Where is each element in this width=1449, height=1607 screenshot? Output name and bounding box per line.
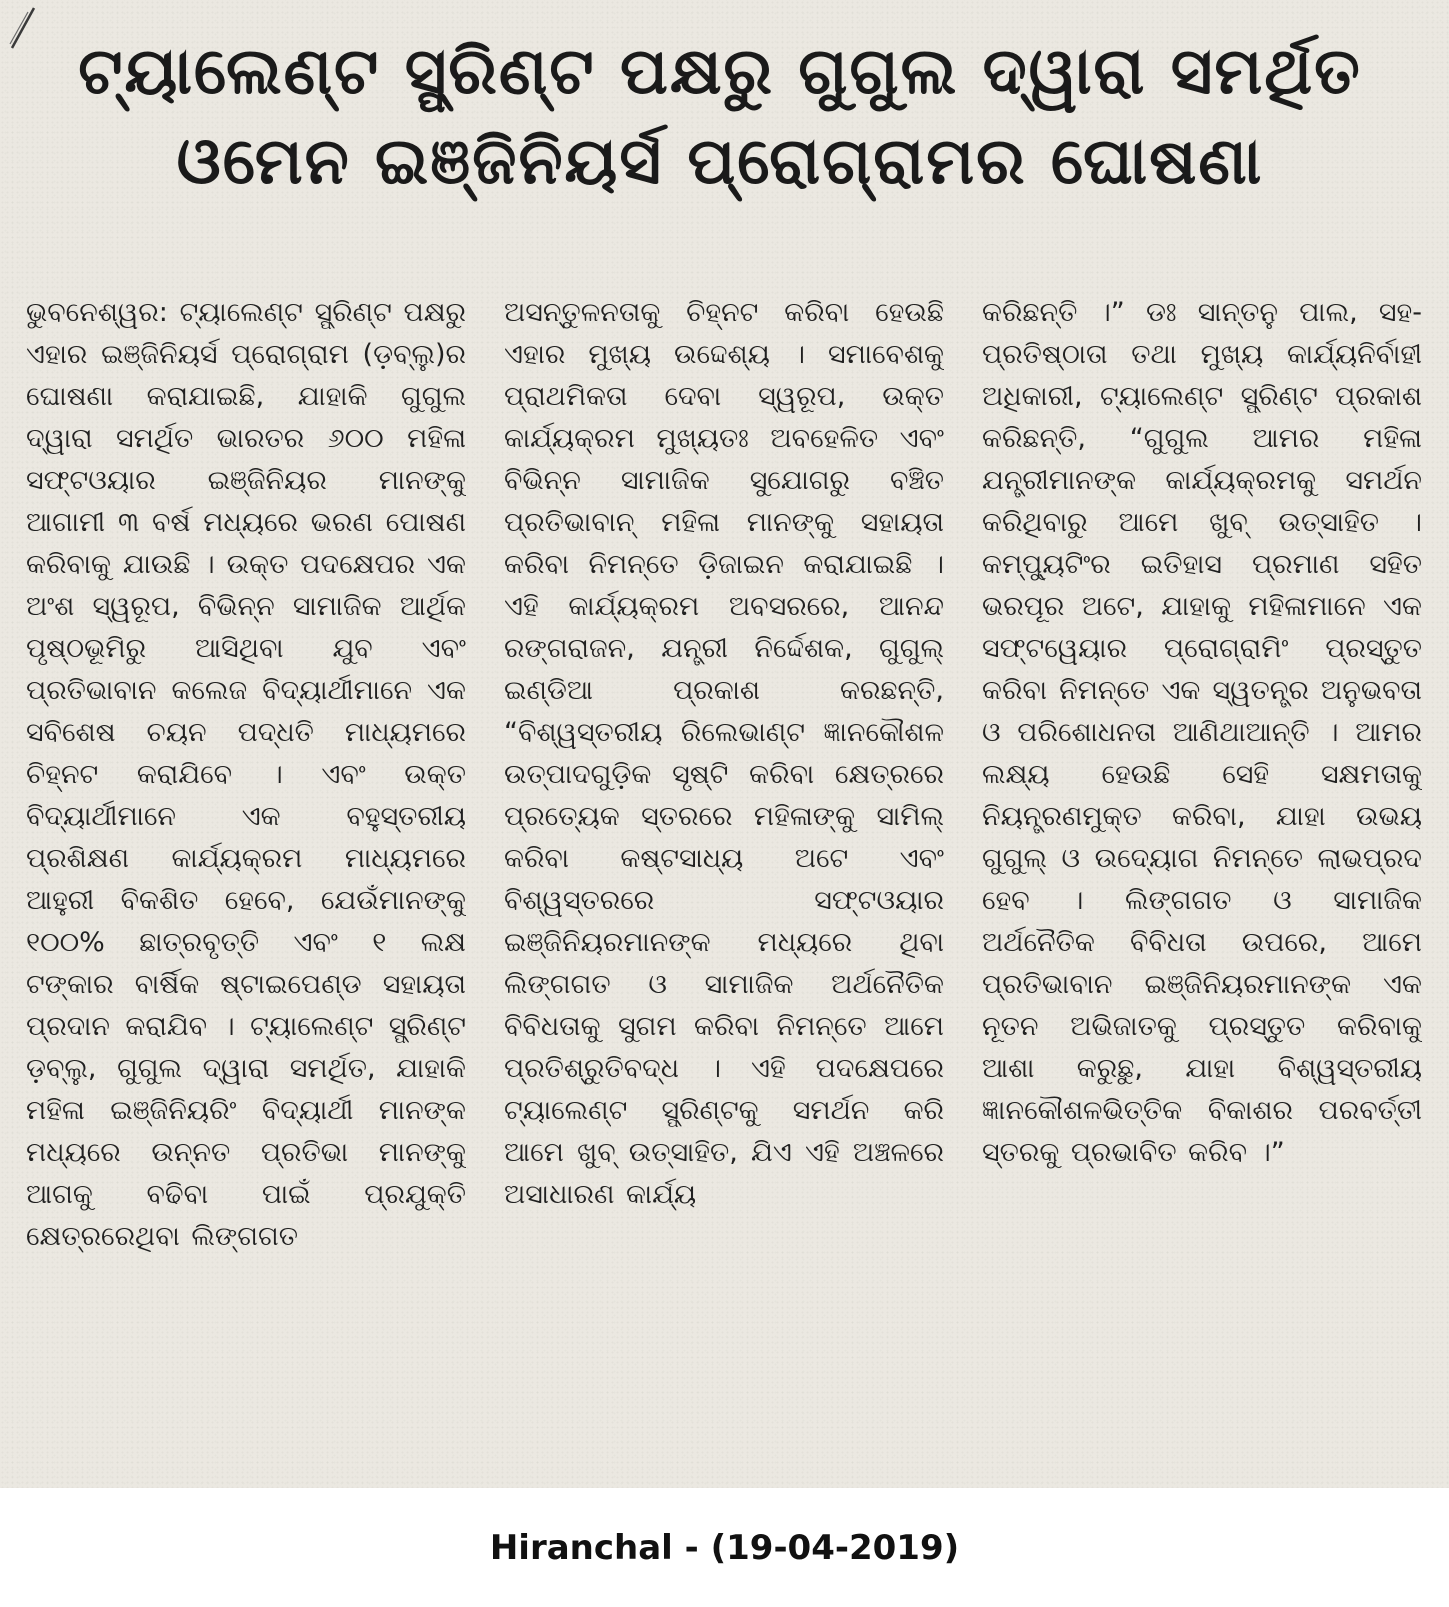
- article-body: [26, 292, 1422, 1476]
- headline-line-1: ଟ୍ୟାଲେଣ୍ଟ ସ୍ପ୍ରିଣ୍ଟ ପକ୍ଷରୁ ଗୁଗୁଲ ଦ୍ୱାରା ସମର୍ଥିତ: [78, 35, 1362, 109]
- headline-line-2: ଓମେନ ଇଞ୍ଜିନିୟର୍ସ ପ୍ରୋଗ୍ରାମର ଘୋଷଣା: [176, 125, 1264, 199]
- article-column-3: କରିଛନ୍ତି ।” ଡଃ ସାନ୍ତନୁ ପାଲ, ସହ-ପ୍ରତିଷ୍ଠାତା ତଥା ମୁଖ୍ୟ କାର୍ଯ୍ୟନିର୍ବାହୀ ଅଧିକାରୀ, ଟ୍ୟାଲେଣ୍ଟ ସ୍ପ୍ରିଣ୍ଟ ପ୍ରକାଶ କରିଛନ୍ତି, “ଗୁଗୁଲ ଆମର ମହିଳା ଯନ୍ତ୍ରୀମାନଙ୍କ କାର୍ଯ୍ୟକ୍ରମକୁ ସମର୍ଥନ କରିଥିବାରୁ ଆମେ ଖୁବ୍ ଉତ୍ସାହିତ । କମ୍ପ୍ୟୁଟିଂର ଇତିହାସ ପ୍ରମାଣ ସହିତ ଭରପୂର ଅଟେ, ଯାହାକୁ ମହିଳାମାନେ ଏକ ସଫ୍ଟୱେୟାର ପ୍ରୋଗ୍ରାମିଂ ପ୍ରସ୍ତୁତ କରିବା ନିମନ୍ତେ ଏକ ସ୍ୱତନ୍ତ୍ର ଅନୁଭବତା ଓ ପରିଶୋଧନତା ଆଣିଥାଆନ୍ତି । ଆମର ଲକ୍ଷ୍ୟ ହେଉଛି ସେହି ସକ୍ଷମତାକୁ ନିୟନ୍ତ୍ରଣମୁକ୍ତ କରିବା, ଯାହା ଉଭୟ ଗୁଗୁଲ୍ ଓ ଉଦ୍ୟୋଗ ନିମନ୍ତେ ଲାଭପ୍ରଦ ହେବ । ଲିଙ୍ଗଗତ ଓ ସାମାଜିକ ଅର୍ଥନୈତିକ ବିବିଧତା ଉପରେ, ଆମେ ପ୍ରତିଭାବାନ ଇଞ୍ଜିନିୟରମାନଙ୍କ ଏକ ନୂତନ ଅଭିଜାତକୁ ପ୍ରସ୍ତୁତ କରିବାକୁ ଆଶା କରୁଛୁ, ଯାହା ବିଶ୍ୱସ୍ତରୀୟ ଜ୍ଞାନକୌଶଳଭିତ୍ତିକ ବିକାଶର ପରବର୍ତ୍ତୀ ସ୍ତରକୁ ପ୍ରଭାବିତ କରିବ ।”: [982, 297, 1422, 1168]
- headline: [20, 32, 1420, 202]
- article-column-2: ଅସନ୍ତୁଳନତାକୁ ଚିହ୍ନଟ କରିବା ହେଉଛି ଏହାର ମୁଖ୍ୟ ଉଦ୍ଦେଶ୍ୟ । ସମାବେଶକୁ ପ୍ରାଥମିକତା ଦେବା ସ୍ୱରୂପ, ଉକ୍ତ କାର୍ଯ୍ୟକ୍ରମ ମୁଖ୍ୟତଃ ଅବହେଳିତ ଏବଂ ବିଭିନ୍ନ ସାମାଜିକ ସୁଯୋଗରୁ ବଞ୍ଚିତ ପ୍ରତିଭାବାନ୍ ମହିଳା ମାନଙ୍କୁ ସହାୟତା କରିବା ନିମନ୍ତେ ଡ଼ିଜାଇନ କରାଯାଇଛି । ଏହି କାର୍ଯ୍ୟକ୍ରମ ଅବସରରେ, ଆନନ୍ଦ ରଙ୍ଗରାଜନ, ଯନ୍ତ୍ରୀ ନିର୍ଦ୍ଦେଶକ, ଗୁଗୁଲ୍ ଇଣ୍ଡିଆ ପ୍ରକାଶ କରଛନ୍ତି, “ବିଶ୍ୱସ୍ତରୀୟ ରିଲେଭାଣ୍ଟ ଜ୍ଞାନକୌଶଳ ଉତ୍ପାଦଗୁଡ଼ିକ ସୃଷ୍ଟି କରିବା କ୍ଷେତ୍ରରେ ପ୍ରତ୍ୟେକ ସ୍ତରରେ ମହିଳାଙ୍କୁ ସାମିଲ୍ କରିବା କଷ୍ଟସାଧ୍ୟ ଅଟେ ଏବଂ ବିଶ୍ୱସ୍ତରରେ ସଫ୍ଟଓୟାର ଇଞ୍ଜିନିୟରମାନଙ୍କ ମଧ୍ୟରେ ଥିବା ଲିଙ୍ଗଗତ ଓ ସାମାଜିକ ଅର୍ଥନୈତିକ ବିବିଧତାକୁ ସୁଗମ କରିବା ନିମନ୍ତେ ଆମେ ପ୍ରତିଶ୍ରୁତିବଦ୍ଧ । ଏହି ପଦକ୍ଷେପରେ ଟ୍ୟାଲେଣ୍ଟ ସ୍ପ୍ରିଣ୍ଟକୁ ସମର୍ଥନ କରି ଆମେ ଖୁବ୍ ଉତ୍ସାହିତ, ଯିଏ ଏହି ଅଞ୍ଚଳରେ ଅସାଧାରଣ କାର୍ଯ୍ୟ: [504, 297, 944, 1210]
- article-column-1: ଭୁବନେଶ୍ୱର: ଟ୍ୟାଲେଣ୍ଟ ସ୍ପ୍ରିଣ୍ଟ ପକ୍ଷରୁ ଏହାର ଇଞ୍ଜିନିୟର୍ସ ପ୍ରୋଗ୍ରାମ (ଡ଼ବ୍ଲୁ)ର ଘୋଷଣା କରାଯାଇଛି, ଯାହାକି ଗୁଗୁଲ ଦ୍ୱାରା ସମର୍ଥିତ ଭାରତର ୬୦୦ ମହିଳା ସଫ୍ଟଓୟାର ଇଞ୍ଜିନିୟର ମାନଙ୍କୁ ଆଗାମୀ ୩ ବର୍ଷ ମଧ୍ୟରେ ଭରଣ ପୋଷଣ କରିବାକୁ ଯାଉଛି । ଉକ୍ତ ପଦକ୍ଷେପର ଏକ ଅଂଶ ସ୍ୱରୂପ, ବିଭିନ୍ନ ସାମାଜିକ ଆର୍ଥିକ ପୃଷ୍ଠଭୂମିରୁ ଆସିଥିବା ଯୁବ ଏବଂ ପ୍ରତିଭାବାନ କଲେଜ ବିଦ୍ୟାର୍ଥୀମାନେ ଏକ ସବିଶେଷ ଚୟନ ପଦ୍ଧତି ମାଧ୍ୟମରେ ଚିହ୍ନଟ କରାଯିବେ । ଏବଂ ଉକ୍ତ ବିଦ୍ୟାର୍ଥୀମାନେ ଏକ ବହୁସ୍ତରୀୟ ପ୍ରଶିକ୍ଷଣ କାର୍ଯ୍ୟକ୍ରମ ମାଧ୍ୟମରେ ଆହୁରୀ ବିକଶିତ ହେବେ, ଯେଉଁମାନଙ୍କୁ ୧୦୦% ଛାତ୍ରବୃତ୍ତି ଏବଂ ୧ ଲକ୍ଷ ଟଙ୍କାର ବାର୍ଷିକ ଷ୍ଟାଇପେଣ୍ଡ ସହାୟତା ପ୍ରଦାନ କରାଯିବ । ଟ୍ୟାଲେଣ୍ଟ ସ୍ପ୍ରିଣ୍ଟ ଡ଼ବ୍ଲୁ, ଗୁଗୁଲ ଦ୍ୱାରା ସମର୍ଥିତ, ଯାହାକି ମହିଳା ଇଞ୍ଜିନିୟରିଂ ବିଦ୍ୟାର୍ଥୀ ମାନଙ୍କ ମଧ୍ୟରେ ଉନ୍ନତ ପ୍ରତିଭା ମାନଙ୍କୁ ଆଗକୁ ବଢିବା ପାଇଁ ପ୍ରଯୁକ୍ତି କ୍ଷେତ୍ରରେଥିବା ଲିଙ୍ଗଗତ: [26, 297, 466, 1252]
- source-caption: Hiranchal - (19-04-2019): [489, 1527, 960, 1568]
